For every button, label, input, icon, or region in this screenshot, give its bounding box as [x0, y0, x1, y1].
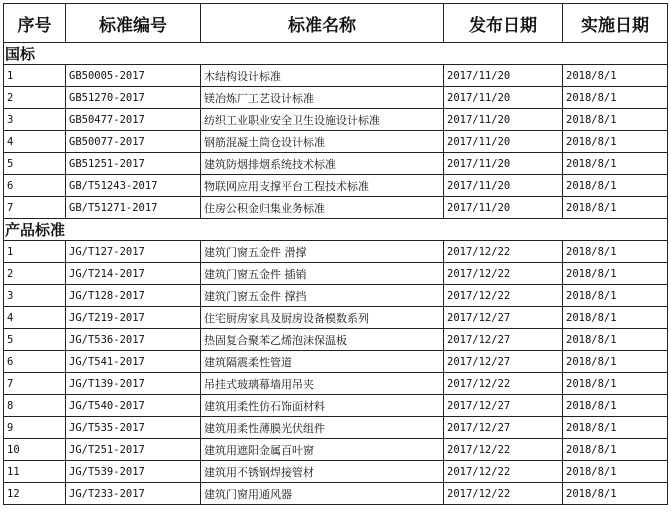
cell-standard-name: 镁冶炼厂工艺设计标准 [201, 87, 444, 109]
cell-effective-date: 2018/8/1 [563, 65, 668, 87]
cell-effective-date: 2018/8/1 [563, 307, 668, 329]
section-title: 国标 [4, 43, 668, 65]
cell-standard-name: 建筑门窗五金件 滑撑 [201, 241, 444, 263]
table-row [4, 197, 668, 219]
cell-publish-date: 2017/11/20 [444, 153, 563, 175]
cell-standard-code: GB51270-2017 [66, 87, 201, 109]
cell-serial-number: 3 [4, 109, 66, 131]
cell-serial-number: 4 [4, 131, 66, 153]
cell-standard-name: 住宅厨房家具及厨房设备模数系列 [201, 307, 444, 329]
cell-publish-date: 2017/11/20 [444, 131, 563, 153]
cell-serial-number: 1 [4, 241, 66, 263]
header-standard-name: 标准名称 [201, 4, 444, 43]
cell-effective-date: 2018/8/1 [563, 241, 668, 263]
cell-publish-date: 2017/12/22 [444, 439, 563, 461]
table-row [4, 241, 668, 263]
cell-effective-date: 2018/8/1 [563, 87, 668, 109]
table-row [4, 373, 668, 395]
standards-document [0, 3, 671, 528]
table-row [4, 307, 668, 329]
cell-effective-date: 2018/8/1 [563, 153, 668, 175]
table-row [4, 153, 668, 175]
cell-standard-name: 建筑防烟排烟系统技术标准 [201, 153, 444, 175]
cell-effective-date: 2018/8/1 [563, 197, 668, 219]
cell-standard-name: 热固复合聚苯乙烯泡沫保温板 [201, 329, 444, 351]
cell-effective-date: 2018/8/1 [563, 483, 668, 505]
cell-effective-date: 2018/8/1 [563, 329, 668, 351]
cell-publish-date: 2017/12/27 [444, 307, 563, 329]
table-row [4, 483, 668, 505]
cell-standard-code: JG/T541-2017 [66, 351, 201, 373]
cell-standard-name: 建筑隔震柔性管道 [201, 351, 444, 373]
cell-standard-code: JG/T139-2017 [66, 373, 201, 395]
cell-standard-name: 建筑门窗五金件 插销 [201, 263, 444, 285]
table-row [4, 461, 668, 483]
cell-standard-name: 建筑门窗用通风器 [201, 483, 444, 505]
table-row [4, 417, 668, 439]
cell-serial-number: 2 [4, 263, 66, 285]
cell-standard-name: 建筑用遮阳金属百叶窗 [201, 439, 444, 461]
section-header-row [4, 43, 668, 65]
table-row [4, 175, 668, 197]
cell-standard-name: 物联网应用支撑平台工程技术标准 [201, 175, 444, 197]
cell-standard-name: 住房公积金归集业务标准 [201, 197, 444, 219]
cell-standard-code: JG/T251-2017 [66, 439, 201, 461]
cell-standard-code: JG/T539-2017 [66, 461, 201, 483]
cell-standard-name: 建筑门窗五金件 撑挡 [201, 285, 444, 307]
cell-standard-code: JG/T214-2017 [66, 263, 201, 285]
cell-publish-date: 2017/12/27 [444, 329, 563, 351]
cell-standard-code: GB/T51271-2017 [66, 197, 201, 219]
cell-publish-date: 2017/11/20 [444, 197, 563, 219]
cell-standard-code: JG/T233-2017 [66, 483, 201, 505]
cell-standard-code: JG/T128-2017 [66, 285, 201, 307]
cell-serial-number: 2 [4, 87, 66, 109]
table-row [4, 351, 668, 373]
cell-standard-code: JG/T127-2017 [66, 241, 201, 263]
cell-serial-number: 4 [4, 307, 66, 329]
cell-effective-date: 2018/8/1 [563, 417, 668, 439]
cell-serial-number: 5 [4, 153, 66, 175]
cell-effective-date: 2018/8/1 [563, 439, 668, 461]
cell-publish-date: 2017/12/22 [444, 483, 563, 505]
cell-publish-date: 2017/12/27 [444, 395, 563, 417]
cell-standard-name: 纺织工业职业安全卫生设施设计标准 [201, 109, 444, 131]
table-row [4, 65, 668, 87]
cell-effective-date: 2018/8/1 [563, 131, 668, 153]
cell-effective-date: 2018/8/1 [563, 461, 668, 483]
cell-serial-number: 6 [4, 351, 66, 373]
table-row [4, 87, 668, 109]
cell-standard-code: JG/T536-2017 [66, 329, 201, 351]
header-standard-code: 标准编号 [66, 4, 201, 43]
table-row [4, 109, 668, 131]
cell-standard-name: 吊挂式玻璃幕墙用吊夹 [201, 373, 444, 395]
cell-publish-date: 2017/11/20 [444, 87, 563, 109]
cell-effective-date: 2018/8/1 [563, 263, 668, 285]
table-row [4, 439, 668, 461]
cell-publish-date: 2017/11/20 [444, 175, 563, 197]
cell-serial-number: 1 [4, 65, 66, 87]
cell-standard-name: 建筑用柔性仿石饰面材料 [201, 395, 444, 417]
cell-standard-name: 钢筋混凝土筒仓设计标准 [201, 131, 444, 153]
cell-serial-number: 7 [4, 197, 66, 219]
cell-standard-code: GB50005-2017 [66, 65, 201, 87]
cell-effective-date: 2018/8/1 [563, 373, 668, 395]
cell-standard-name: 建筑用不锈钢焊接管材 [201, 461, 444, 483]
table-row [4, 263, 668, 285]
cell-standard-code: JG/T535-2017 [66, 417, 201, 439]
cell-effective-date: 2018/8/1 [563, 175, 668, 197]
cell-effective-date: 2018/8/1 [563, 109, 668, 131]
header-effective-date: 实施日期 [563, 4, 668, 43]
cell-publish-date: 2017/12/22 [444, 285, 563, 307]
cell-standard-name: 建筑用柔性薄膜光伏组件 [201, 417, 444, 439]
cell-effective-date: 2018/8/1 [563, 285, 668, 307]
table-row [4, 131, 668, 153]
cell-publish-date: 2017/12/27 [444, 351, 563, 373]
cell-serial-number: 9 [4, 417, 66, 439]
cell-serial-number: 8 [4, 395, 66, 417]
header-publish-date: 发布日期 [444, 4, 563, 43]
table-header-row [4, 4, 668, 43]
cell-publish-date: 2017/12/27 [444, 417, 563, 439]
cell-standard-code: GB/T51243-2017 [66, 175, 201, 197]
cell-publish-date: 2017/11/20 [444, 65, 563, 87]
header-serial-number: 序号 [4, 4, 66, 43]
cell-publish-date: 2017/11/20 [444, 109, 563, 131]
table-body [4, 43, 668, 505]
cell-standard-name: 木结构设计标准 [201, 65, 444, 87]
cell-serial-number: 5 [4, 329, 66, 351]
cell-standard-code: JG/T219-2017 [66, 307, 201, 329]
cell-standard-code: GB51251-2017 [66, 153, 201, 175]
cell-serial-number: 7 [4, 373, 66, 395]
standards-table [3, 3, 668, 505]
table-row [4, 285, 668, 307]
cell-serial-number: 3 [4, 285, 66, 307]
section-title: 产品标准 [4, 219, 668, 241]
cell-serial-number: 10 [4, 439, 66, 461]
cell-effective-date: 2018/8/1 [563, 395, 668, 417]
cell-serial-number: 11 [4, 461, 66, 483]
table-row [4, 329, 668, 351]
cell-publish-date: 2017/12/22 [444, 263, 563, 285]
cell-effective-date: 2018/8/1 [563, 351, 668, 373]
cell-standard-code: GB50477-2017 [66, 109, 201, 131]
cell-publish-date: 2017/12/22 [444, 461, 563, 483]
cell-publish-date: 2017/12/22 [444, 241, 563, 263]
cell-standard-code: GB50077-2017 [66, 131, 201, 153]
cell-serial-number: 12 [4, 483, 66, 505]
section-header-row [4, 219, 668, 241]
cell-serial-number: 6 [4, 175, 66, 197]
cell-publish-date: 2017/12/22 [444, 373, 563, 395]
table-row [4, 395, 668, 417]
cell-standard-code: JG/T540-2017 [66, 395, 201, 417]
